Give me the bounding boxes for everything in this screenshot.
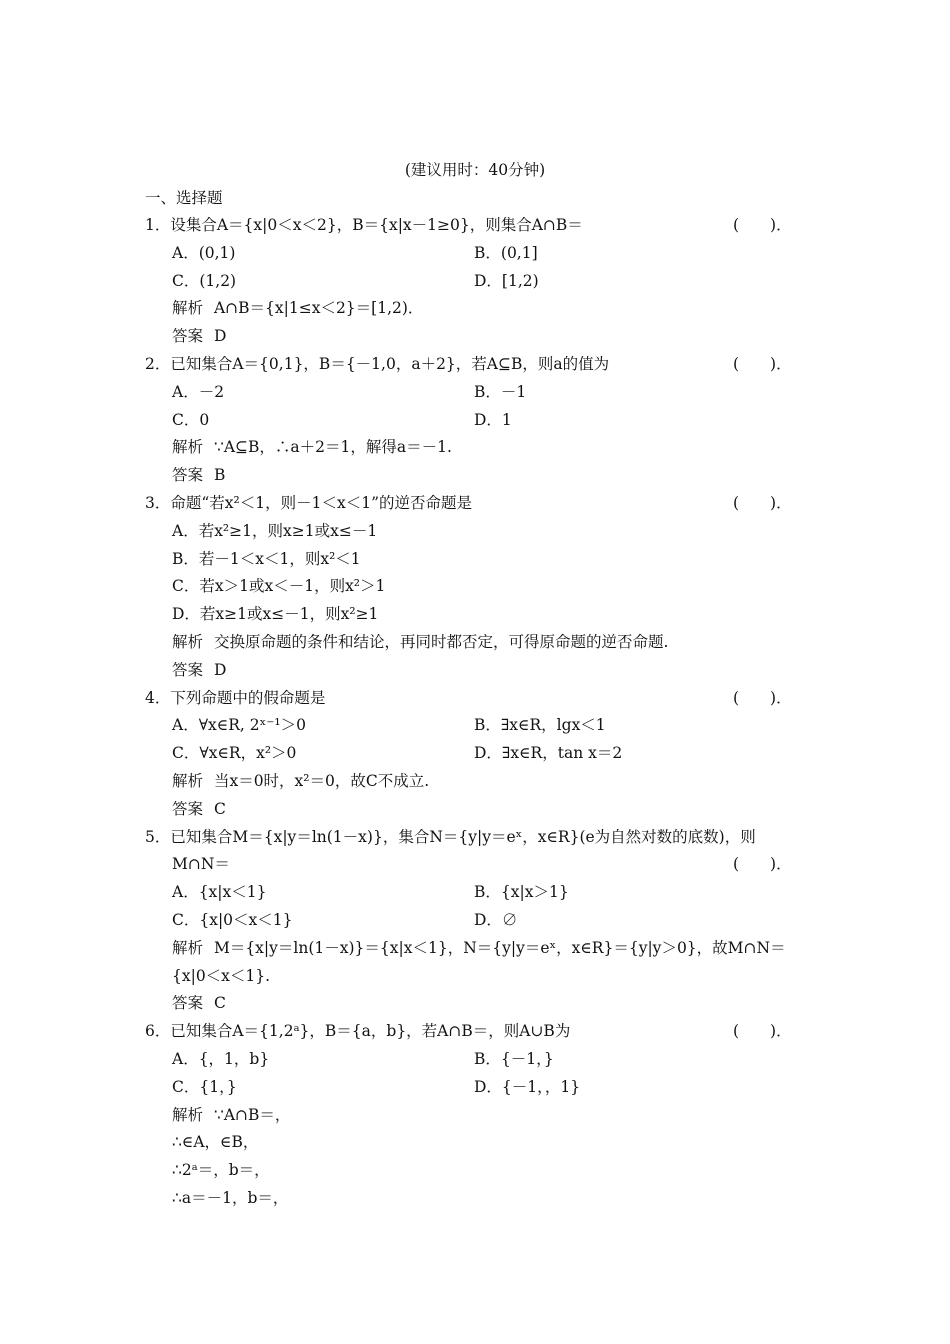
answer xyxy=(0,796,950,824)
option-a: A．(0,1) xyxy=(172,243,236,262)
analysis xyxy=(0,295,950,323)
analysis-text: ∵A∩B＝， xyxy=(213,1105,291,1124)
answer-value: B xyxy=(213,466,226,485)
analysis xyxy=(0,935,950,963)
answer-blank: ( )． xyxy=(733,1022,792,1041)
question-list xyxy=(0,212,950,1213)
answer-value: C xyxy=(213,994,226,1013)
option-b: B．{x|x＞1} xyxy=(474,883,569,902)
answer-blank: ( )． xyxy=(733,493,792,512)
analysis-text: ∵A⊆B，∴a＋2＝1，解得a＝－1. xyxy=(213,438,452,457)
option-row xyxy=(0,407,950,435)
answer-blank: ( )． xyxy=(733,216,792,234)
analysis-text: A∩B＝{x|1≤x＜2}＝[1,2)． xyxy=(213,299,424,318)
analysis xyxy=(0,629,950,657)
analysis-label: 解析 xyxy=(172,299,204,318)
question-stem xyxy=(0,490,950,518)
answer xyxy=(0,323,950,351)
answer-blank: ( )． xyxy=(733,354,792,373)
analysis-label: 解析 xyxy=(172,632,204,651)
option-d: D．[1,2) xyxy=(474,271,539,290)
option-c: C．0 xyxy=(172,410,210,429)
answer-blank: ( )． xyxy=(733,855,792,874)
option-d: D．1 xyxy=(474,410,512,429)
analysis-continued: {x|0＜x＜1}. xyxy=(172,966,271,985)
option-a: A．若x²≥1，则x≥1或x≤－1 xyxy=(172,521,378,540)
answer-value: D xyxy=(213,327,227,346)
stem-text: 6．已知集合A＝{1,2ᵃ}，B＝{a，b}，若A∩B＝，则A∪B为 xyxy=(145,1022,571,1041)
option-c: C．{1，} xyxy=(172,1077,237,1096)
analysis-text: 交换原命题的条件和结论，再同时都否定，可得原命题的逆否命题. xyxy=(213,632,669,651)
section-title: 一、选择题 xyxy=(145,189,223,207)
option-d: D．若x≥1或x≤－1，则x²≥1 xyxy=(172,605,379,624)
time-hint: (建议用时：40分钟) xyxy=(404,161,546,179)
option-c: C．若x＞1或x＜－1，则x²＞1 xyxy=(172,577,386,596)
answer-label: 答案 xyxy=(172,660,204,679)
option-d: D．{－1，，1} xyxy=(474,1077,581,1096)
answer-label: 答案 xyxy=(172,327,204,346)
option-row xyxy=(0,712,950,740)
question-stem-continued xyxy=(0,851,950,879)
option-c: C．{x|0＜x＜1} xyxy=(172,910,293,929)
option-b: B．(0,1] xyxy=(474,243,538,262)
question-stem xyxy=(0,351,950,379)
stem-text: 3．命题“若x²＜1，则－1＜x＜1”的逆否命题是 xyxy=(145,493,472,512)
analysis-step: ∴∈A，∈B， xyxy=(172,1133,259,1152)
option-c: C．∀x∈R，x²＞0 xyxy=(172,744,297,763)
option-b: B．若－1＜x＜1，则x²＜1 xyxy=(172,549,361,568)
option-a: A．{，1，b} xyxy=(172,1049,270,1068)
analysis-label: 解析 xyxy=(172,438,204,457)
analysis xyxy=(0,434,950,462)
option-row xyxy=(0,268,950,296)
analysis-text: 当x＝0时，x²＝0，故C不成立. xyxy=(213,771,430,790)
analysis xyxy=(0,768,950,796)
analysis-step: ∴2ᵃ＝，b＝， xyxy=(172,1161,270,1180)
question-stem xyxy=(0,685,950,713)
answer xyxy=(0,462,950,490)
option-row xyxy=(0,740,950,768)
answer xyxy=(0,657,950,685)
stem-text: 4．下列命题中的假命题是 xyxy=(145,688,326,707)
option-a: A．∀x∈R, 2ˣ⁻¹＞0 xyxy=(172,716,306,735)
answer-label: 答案 xyxy=(172,994,204,1013)
option-row xyxy=(0,240,950,268)
option-row xyxy=(0,879,950,907)
answer-value: C xyxy=(213,799,226,818)
option-row xyxy=(0,379,950,407)
answer xyxy=(0,990,950,1018)
analysis xyxy=(0,1102,950,1130)
stem-text: 1．设集合A＝{x|0＜x＜2}，B＝{x|x－1≥0}，则集合A∩B＝ xyxy=(145,216,583,234)
stem-text: M∩N＝ xyxy=(172,855,230,874)
answer-label: 答案 xyxy=(172,799,204,818)
option-b: B．－1 xyxy=(474,382,527,401)
analysis-step: ∴a＝－1，b＝， xyxy=(172,1188,289,1207)
option-row xyxy=(0,1074,950,1102)
analysis-text: M＝{x|y＝ln(1－x)}＝{x|x＜1}，N＝{y|y＝eˣ，x∈R}＝{y|y＞0}，故M∩N＝ xyxy=(213,938,786,957)
answer-blank: ( )． xyxy=(733,688,792,707)
option-c: C．(1,2) xyxy=(172,271,237,290)
answer-value: D xyxy=(213,660,227,679)
analysis-label: 解析 xyxy=(172,938,204,957)
answer-label: 答案 xyxy=(172,466,204,485)
stem-text: 2．已知集合A＝{0,1}，B＝{－1,0，a＋2}，若A⊆B，则a的值为 xyxy=(145,354,610,373)
option-a: A．{x|x＜1} xyxy=(172,883,267,902)
question-stem: 5．已知集合M＝{x|y＝ln(1－x)}，集合N＝{y|y＝eˣ，x∈R}(e为自然对数的底数)，则 xyxy=(145,827,756,846)
question-stem xyxy=(0,1018,950,1046)
option-d: D．∅ xyxy=(474,910,518,929)
analysis-label: 解析 xyxy=(172,771,204,790)
option-row xyxy=(0,907,950,935)
question-stem xyxy=(0,212,950,240)
option-b: B．∃x∈R，lgx＜1 xyxy=(474,716,606,735)
analysis-label: 解析 xyxy=(172,1105,204,1124)
option-d: D．∃x∈R，tan x＝2 xyxy=(474,744,623,763)
option-row xyxy=(0,1046,950,1074)
option-a: A．－2 xyxy=(172,382,225,401)
option-b: B．{－1，} xyxy=(474,1049,554,1068)
